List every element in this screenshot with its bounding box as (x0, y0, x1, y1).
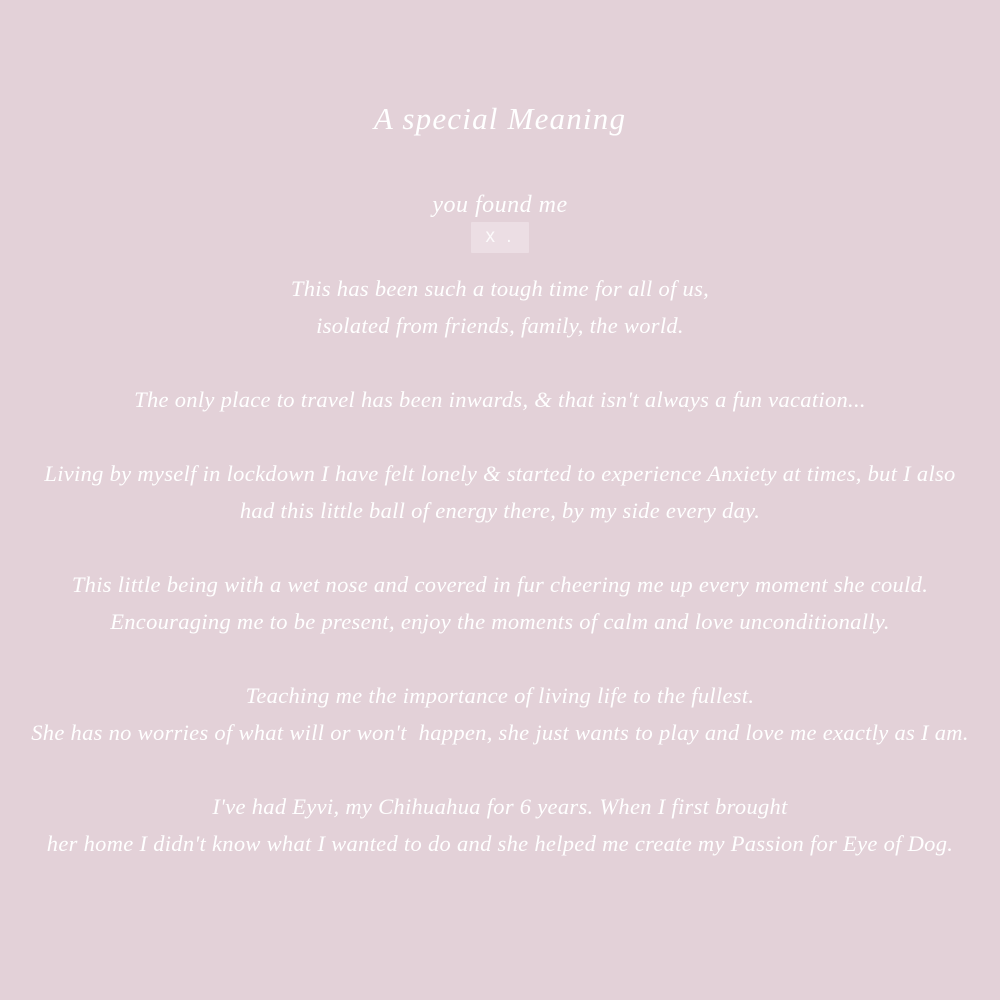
subtitle: you found me (432, 192, 568, 218)
paragraph-line: This has been such a tough time for all of us, (290, 276, 710, 301)
paragraph-line: Teaching me the importance of living life to the fullest. (245, 683, 755, 708)
paragraph-line: Encouraging me to be present, enjoy the moments of calm and love unconditionally. (110, 609, 890, 634)
paragraph-lockdown-lonely (0, 455, 1000, 529)
paragraph-line: I've had Eyvi, my Chihuahua for 6 years. When I first brought (212, 794, 788, 819)
paragraph-line: her home I didn't know what I wanted to do and she helped me create my Passion for Eye of Dog. (46, 831, 954, 856)
paragraph-line: isolated from friends, family, the world. (316, 313, 684, 338)
paragraph-line: had this little ball of energy there, by my side every day. (239, 498, 761, 523)
body-copy (0, 270, 1000, 862)
kiss-mark-text: x . (471, 222, 528, 253)
paragraph-living-fullest (0, 677, 1000, 751)
paragraph-tough-time (0, 270, 1000, 344)
paragraph-line: This little being with a wet nose and covered in fur cheering me up every moment she could. (71, 572, 929, 597)
paragraph-eyvi-chihuahua (0, 788, 1000, 862)
paragraph-wet-nose (0, 566, 1000, 640)
page-title: A special Meaning (373, 101, 627, 136)
kiss-mark (0, 222, 1000, 253)
paragraph-line: The only place to travel has been inwards, & that isn't always a fun vacation... (134, 387, 866, 412)
paragraph-line: She has no worries of what will or won't happen, she just wants to play and love me exactly as I am. (31, 720, 969, 745)
paragraph-travel-inwards (0, 381, 1000, 418)
paragraph-line: Living by myself in lockdown I have felt lonely & started to experience Anxiety at times, but I also (44, 461, 956, 486)
